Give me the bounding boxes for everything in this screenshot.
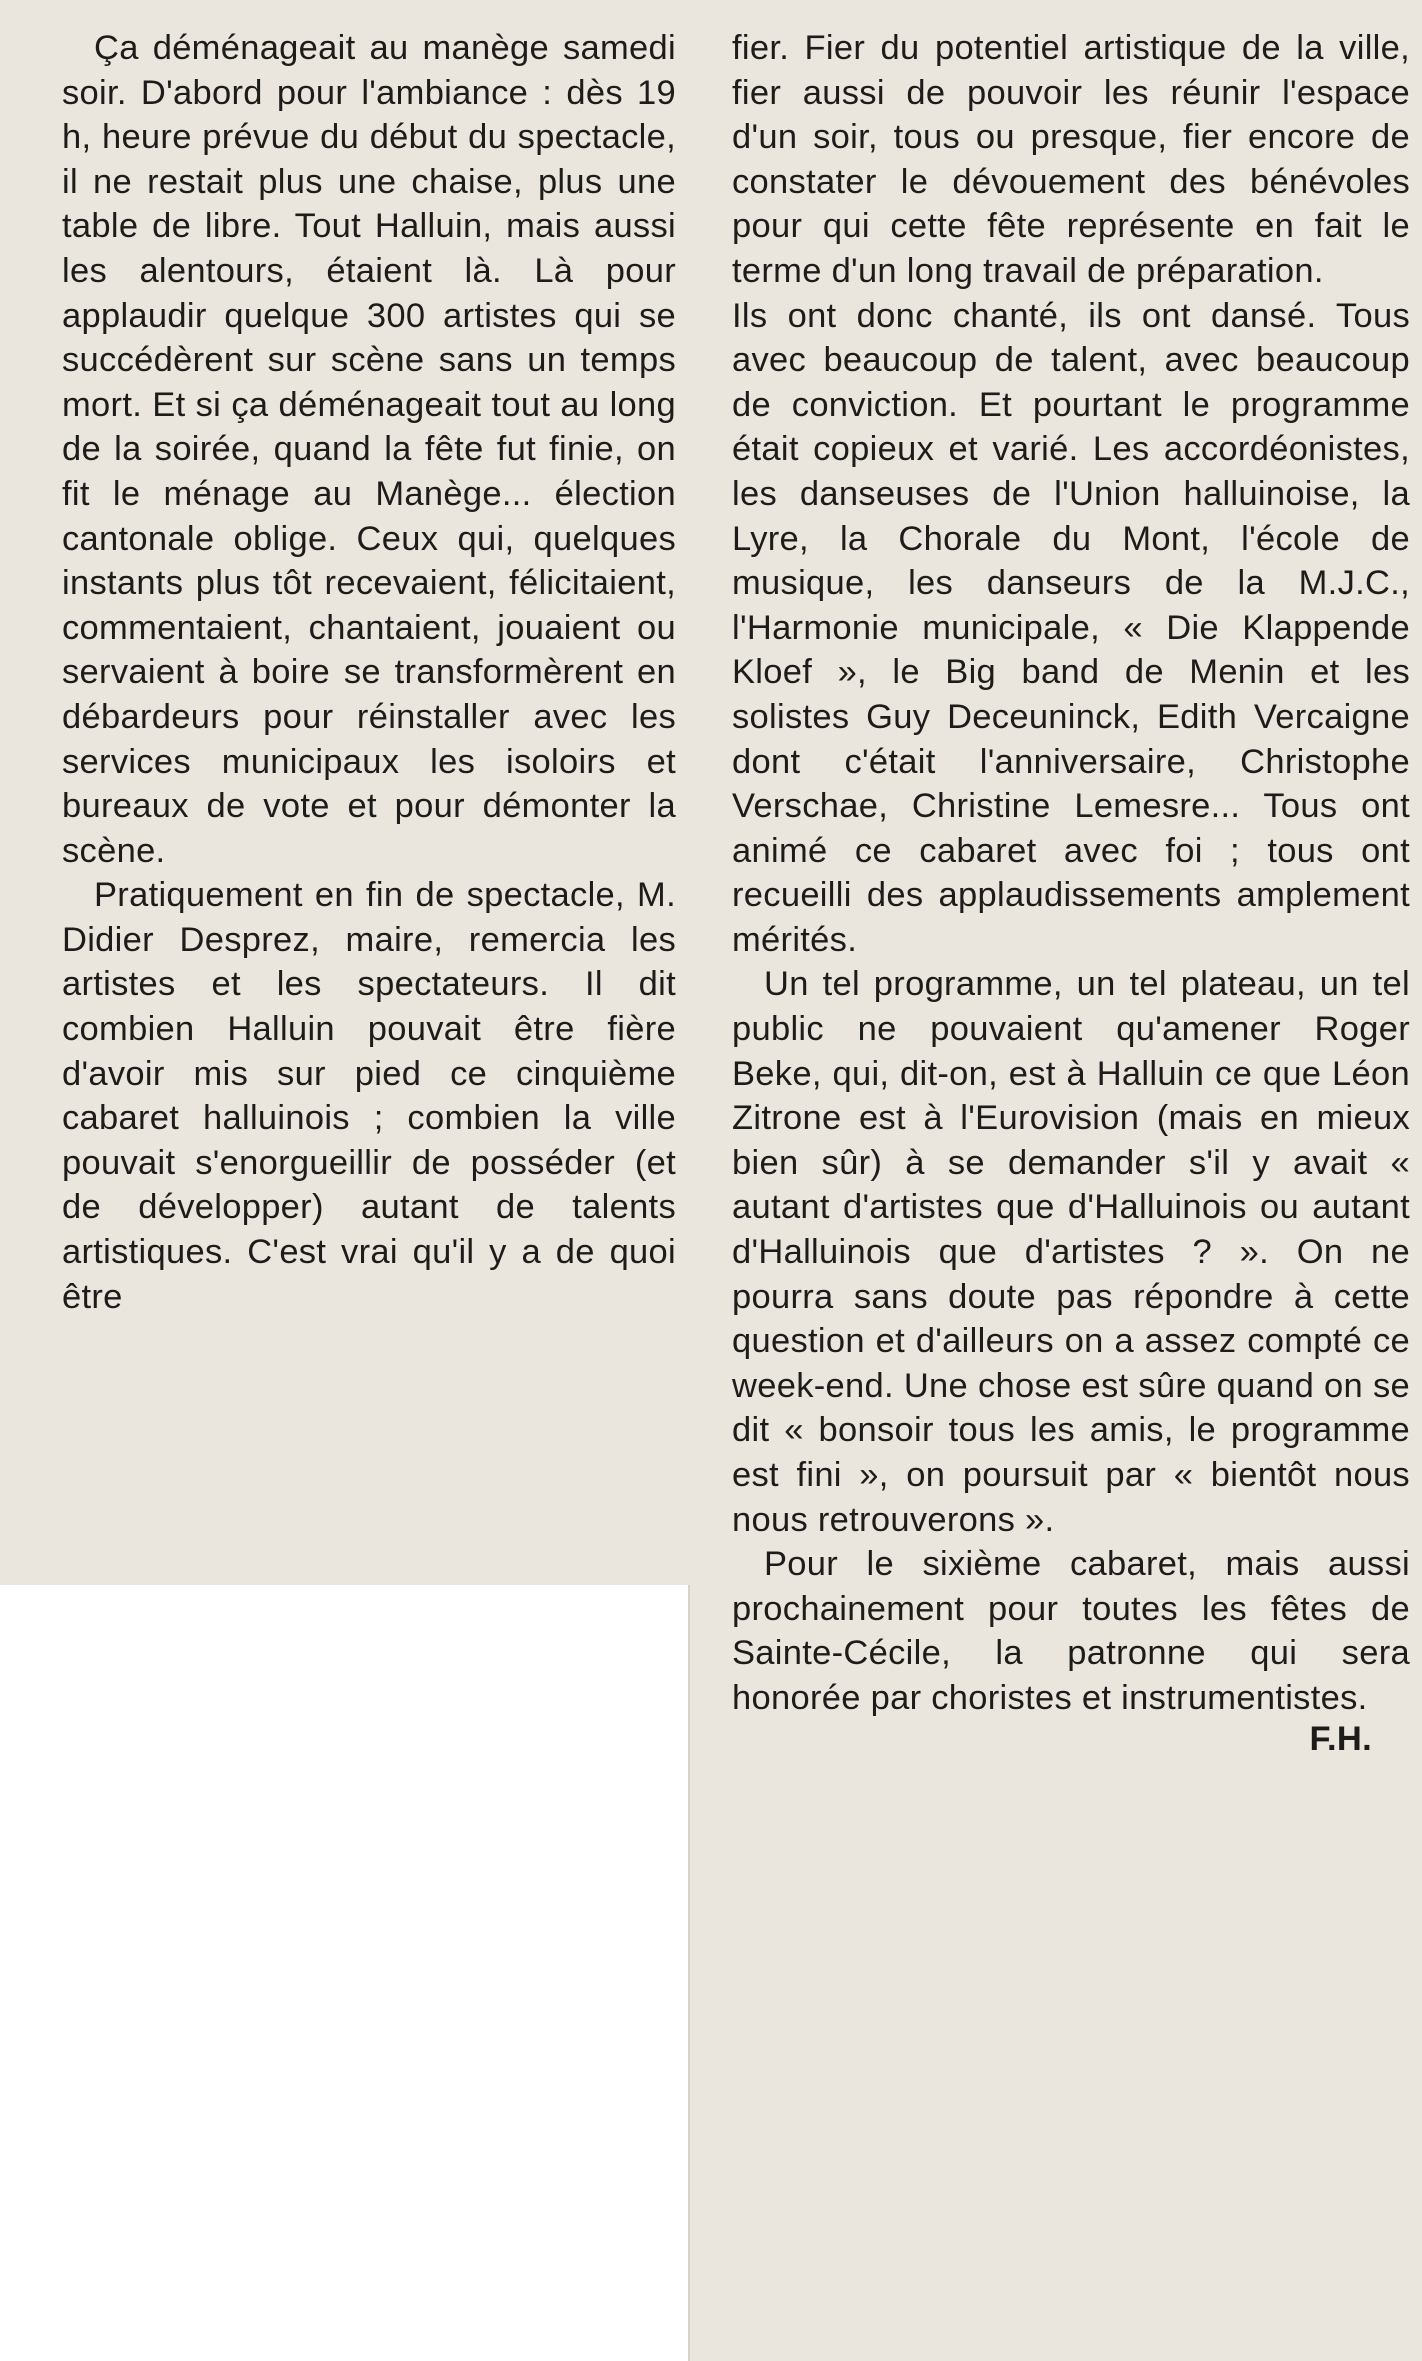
paragraph-mayor: Pratiquement en fin de spectacle, M. Didier Desprez, maire, remercia les artistes et les spectateurs. Il dit combien Halluin pouvait être fière d'avoir mis sur pied ce cinquième cabaret halluinois ; combien la ville pouvait s'enorgueillir de posséder (et de développer) autant de talents artistiques. C'est vrai qu'il y a de quoi être [62, 876, 676, 1316]
paragraph-sixth-cabaret: Pour le sixième cabaret, mais aussi prochainement pour toutes les fêtes de Sainte-Cécile, la patronne qui sera honorée par choristes et instrumentistes. [732, 1545, 1410, 1717]
article-right-column [690, 0, 1422, 2361]
paragraph-programme: Ils ont donc chanté, ils ont dansé. Tous avec beaucoup de talent, avec beaucoup de conviction. Et pourtant le programme était copieux et varié. Les accordéonistes, les danseuses de l'Union halluinoise, la Lyre, la Chorale du Mont, l'école de musique, les danseurs de la M.J.C., l'Harmonie municipale, « Die Klappende Kloef », le Big band de Menin et les solistes Guy Deceuninck, Edith Vercaigne dont c'était l'anniversaire, Christophe Verschae, Christine Lemesre... Tous ont animé ce cabaret avec foi ; tous ont recueilli des applaudissements amplement mérités. [732, 296, 1410, 959]
paragraph-ambiance: Ça déménageait au manège samedi soir. D'abord pour l'ambiance : dès 19 h, heure prévue du début du spectacle, il ne restait plus une chaise, plus une table de libre. Tout Halluin, mais aussi les alentours, étaient là. Là pour applaudir quelque 300 artistes qui se succédèrent sur scène sans un temps mort. Et si ça déménageait tout au long de la soirée, quand la fête fut finie, on fit le ménage au Manège... élection cantonale oblige. Ceux qui, quelques instants plus tôt recevaient, félicitaient, commentaient, chantaient, jouaient ou servaient à boire se transformèrent en débardeurs pour réinstaller avec les services municipaux les isoloirs et bureaux de vote et pour démonter la scène. [62, 29, 676, 870]
paragraph-pride: fier. Fier du potentiel artistique de la ville, fier aussi de pouvoir les réunir l'espace d'un soir, tous ou presque, fier encore de constater le dévouement des bénévoles pour qui cette fête représente en fait le terme d'un long travail de préparation. [732, 29, 1410, 290]
article-left-column [0, 0, 690, 1585]
author-signature: F.H. [1309, 1719, 1372, 1758]
paragraph-roger-beke: Un tel programme, un tel plateau, un tel public ne pouvaient qu'amener Roger Beke, qui, dit-on, est à Halluin ce que Léon Zitrone est à l'Eurovision (mais en mieux bien sûr) à se demander s'il y avait « autant d'artistes que d'Halluinois ou autant d'Halluinois que d'artistes ? ». On ne pourra sans doute pas répondre à cette question et d'ailleurs on a assez compté ce week-end. Une chose est sûre quand on se dit « bonsoir tous les amis, le programme est fini », on poursuit par « bientôt nous nous retrouverons ». [732, 965, 1410, 1539]
